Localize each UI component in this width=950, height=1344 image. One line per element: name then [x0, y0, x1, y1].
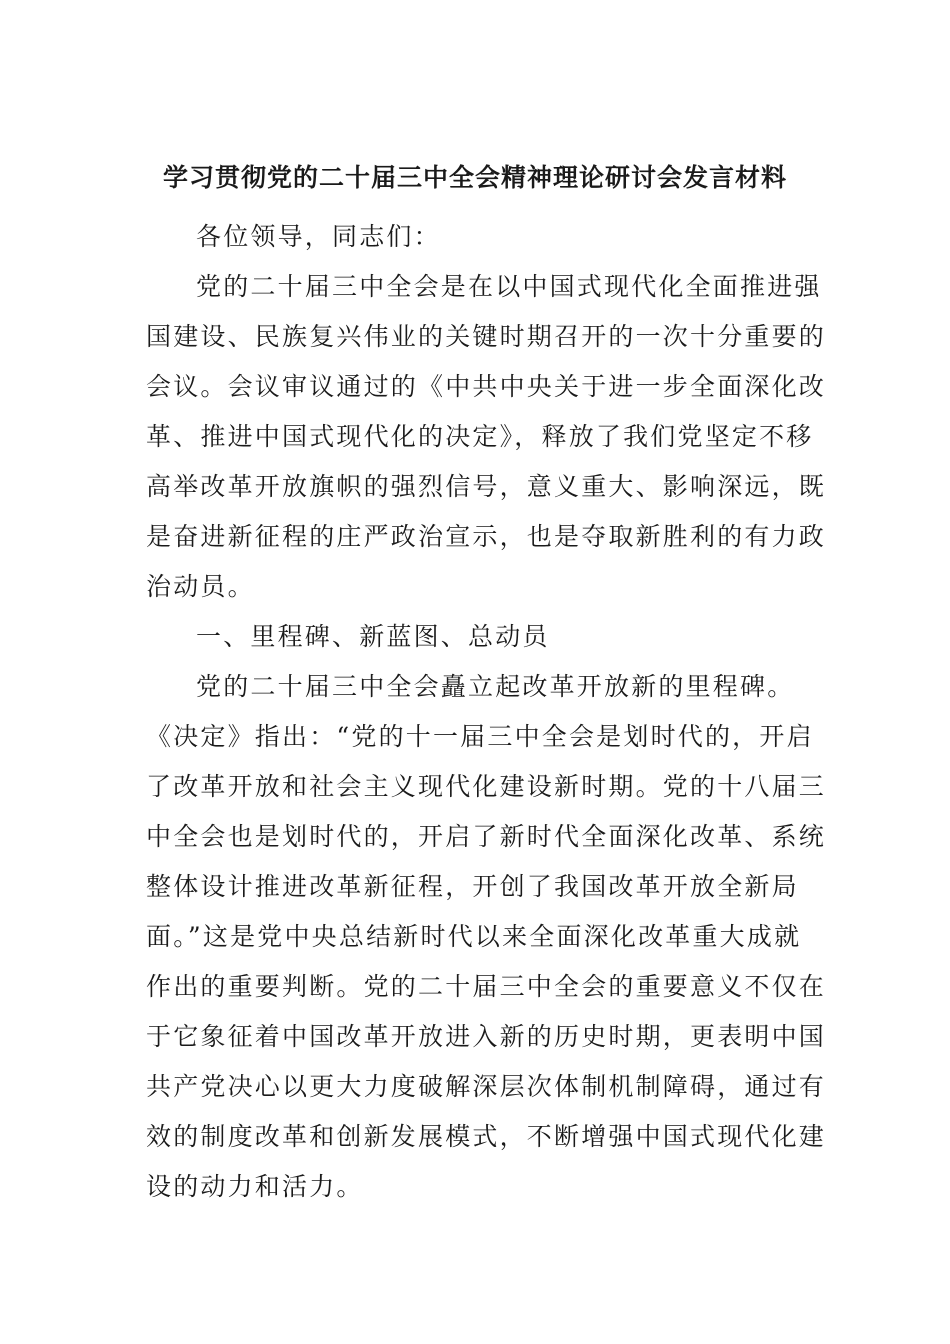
- paragraph-line: 国建设、民族复兴伟业的关键时期召开的一次十分重要的: [146, 322, 827, 351]
- document-title: 学习贯彻党的二十届三中全会精神理论研讨会发言材料: [162, 163, 787, 192]
- paragraph-line: 整体设计推进改革新征程，开创了我国改革开放全新局: [146, 872, 799, 901]
- section-heading: 一、里程碑、新蓝图、总动员: [196, 622, 550, 651]
- body-text: [146, 212, 827, 1212]
- paragraph-line: 党的二十届三中全会是在以中国式现代化全面推进强: [196, 272, 822, 301]
- paragraph-line: 党的二十届三中全会矗立起改革开放新的里程碑。: [196, 672, 795, 701]
- greeting: 各位领导，同志们：: [196, 222, 441, 251]
- paragraph-line: 设的动力和活力。: [146, 1172, 364, 1201]
- paragraph-line: 了改革开放和社会主义现代化建设新时期。党的十八届三: [146, 772, 827, 801]
- paragraph-line: 高举改革开放旗帜的强烈信号，意义重大、影响深远，既: [146, 472, 827, 501]
- paragraph-line: 作出的重要判断。党的二十届三中全会的重要意义不仅在: [146, 972, 827, 1001]
- paragraph-line: 中全会也是划时代的，开启了新时代全面深化改革、系统: [146, 822, 827, 851]
- paragraph-line: 于它象征着中国改革开放进入新的历史时期，更表明中国: [146, 1022, 827, 1051]
- paragraph-line: 革、推进中国式现代化的决定》，释放了我们党坚定不移: [146, 422, 814, 451]
- paragraph-line: 是奋进新征程的庄严政治宣示，也是夺取新胜利的有力政: [146, 522, 827, 551]
- paragraph-line: 《决定》指出：“党的十一届三中全会是划时代的，开启: [146, 722, 814, 751]
- paragraph-line: 效的制度改革和创新发展模式，不断增强中国式现代化建: [146, 1122, 827, 1151]
- paragraph-line: 面。”这是党中央总结新时代以来全面深化改革重大成就: [146, 922, 802, 951]
- paragraph-line: 治动员。: [146, 572, 255, 601]
- paragraph-line: 会议。会议审议通过的《中共中央关于进一步全面深化改: [146, 372, 827, 401]
- paragraph-line: 共产党决心以更大力度破解深层次体制机制障碍，通过有: [146, 1072, 827, 1101]
